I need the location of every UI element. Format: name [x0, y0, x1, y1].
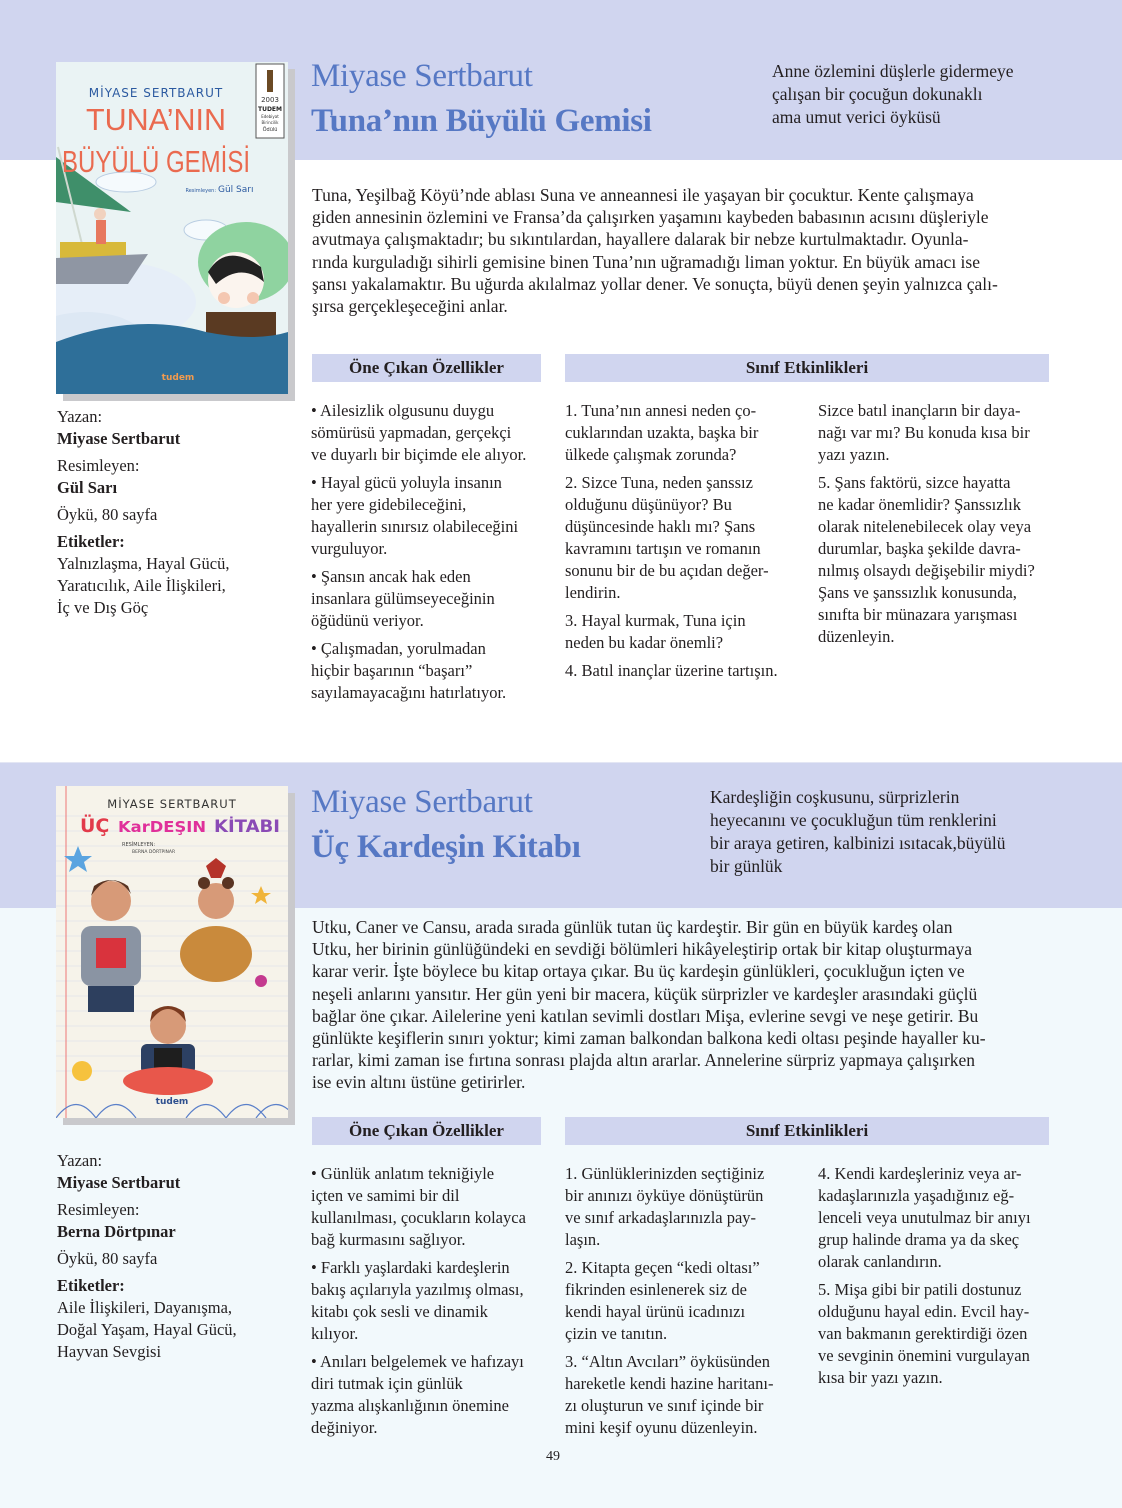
feature-line: diri tutmak için günlük: [311, 1374, 463, 1393]
activity-line: 5. Mişa gibi bir patili dostunuz: [818, 1280, 1022, 1299]
activity-line: neden bu kadar önemli?: [565, 633, 724, 652]
illustrator-name: Berna Dörtpınar: [57, 1222, 176, 1241]
tagline-line: Kardeşliğin coşkusunu, sürprizlerin: [710, 787, 960, 807]
activity-line: 3. “Altın Avcıları” öyküsünden: [565, 1352, 770, 1371]
feature-line: hayallerin sınırsız olabileceğini: [311, 517, 519, 536]
tagline-line: bir araya getiren, kalbinizi ısıtacak,büyülü: [710, 833, 1006, 853]
feature-line: kitabı çok sesli ve dinamik: [311, 1302, 488, 1321]
activity-line: olduğunu düşünüyor? Bu: [565, 495, 732, 514]
feature-line: her yere gidebileceğini,: [311, 495, 467, 514]
book-tagline: [772, 60, 1014, 129]
feature-line: kılıyor.: [311, 1324, 359, 1343]
feature-line: • Çalışmadan, yorulmadan: [311, 639, 486, 658]
summary-line: ise evin altını üstüne getirirler.: [312, 1072, 526, 1093]
activity-line: nağı var mı? Bu konuda kısa bir: [818, 423, 1030, 442]
feature-item: [311, 638, 546, 704]
feature-item: [311, 566, 546, 632]
tags-label: Etiketler:: [57, 532, 125, 551]
author-name: Miyase Sertbarut: [57, 1173, 181, 1192]
summary-line: neşeli anlarını yansıtır. Her gün yeni bir macera, küçük sürprizler ve kardeşler arasındaki güçlü: [312, 983, 978, 1004]
feature-line: sömürüsü yapmadan, gerçekçi: [311, 423, 512, 442]
activity-item: [565, 610, 805, 654]
feature-line: öğüdünü veriyor.: [311, 611, 424, 630]
book-meta: [57, 1150, 287, 1363]
summary-line: karar verir. İşte böylece bu kitap ortaya çıkar. Bu üç kardeşin günlükleri, çocukluğun içten ve: [312, 961, 965, 982]
activity-line: kavramını tartışın ve romanın: [565, 539, 761, 558]
tagline-line: ama umut verici öyküsü: [772, 107, 941, 127]
book-title-heading: Tuna’nın Büyülü Gemisi: [311, 103, 652, 139]
activity-line: 4. Kendi kardeşleriniz veya ar-: [818, 1164, 1022, 1183]
illustrator-label: Resimleyen:: [57, 456, 140, 475]
illustrator-label: Resimleyen:: [57, 1200, 140, 1219]
activity-item: [818, 1279, 1058, 1389]
activity-line: mini keşif oyunu düzenleyin.: [565, 1418, 758, 1437]
book-cover-uc-kardes: [56, 786, 288, 1118]
activity-item: [818, 1163, 1058, 1273]
activity-line: 2. Kitapta geçen “kedi oltası”: [565, 1258, 760, 1277]
feature-line: kullanılması, çocukların kolayca: [311, 1208, 526, 1227]
summary-line: rında kurguladığı sihirli gemisine binen Tuna’nın uğramadığı liman yoktur. En büyük amacı ise: [312, 251, 980, 272]
activity-line: 4. Batıl inançlar üzerine tartışın.: [565, 661, 778, 680]
activity-line: kısa bir yazı yazın.: [818, 1368, 943, 1387]
feature-line: • Ailesizlik olgusunu duygu: [311, 401, 495, 420]
feature-line: insanlara gülümseyeceğinin: [311, 589, 495, 608]
activity-item: [565, 1163, 805, 1251]
feature-line: ve duyarlı bir biçimde ele alıyor.: [311, 445, 527, 464]
activity-line: zı oluşturun ve sınıf içinde bir: [565, 1396, 764, 1415]
feature-line: • Günlük anlatım tekniğiyle: [311, 1164, 495, 1183]
activity-line: 5. Şans faktörü, sizce hayatta: [818, 473, 1011, 492]
feature-item: [311, 1351, 546, 1439]
tagline-line: bir günlük: [710, 856, 783, 876]
red-book: [96, 938, 126, 968]
feature-line: bağ kurmasını sağlıyor.: [311, 1230, 466, 1249]
book-author-heading: Miyase Sertbarut: [311, 784, 533, 820]
tablet: [154, 1048, 182, 1068]
activity-line: sınıfta bir münazara yarışması: [818, 605, 1018, 624]
summary-line: Utku, Caner ve Cansu, arada sırada günlük tutan üç kardeştir. Bir gün en büyük kardeş olan: [312, 917, 953, 937]
cover-illustrator: Gül Sarı: [218, 185, 254, 195]
tagline-line: Anne özlemini düşlerle gidermeye: [772, 61, 1014, 81]
award-line3: Ödülü: [262, 127, 278, 133]
activity-item: [565, 1257, 805, 1345]
activity-line: nılmış olsaydı değişebilir miydi?: [818, 561, 1035, 580]
tags-line: Yaratıcılık, Aile İlişkileri,: [57, 576, 226, 595]
activity-line: ve sevginin önemini vurgulayan: [818, 1346, 1030, 1365]
book-summary: [312, 184, 1052, 317]
activities-col-2: [818, 400, 1058, 654]
book-section-2: [0, 762, 1122, 1508]
book-author-heading: Miyase Sertbarut: [311, 58, 533, 94]
award-line1: Edebiyat: [261, 114, 279, 119]
summary-line: şansı yakalamaktır. Bu uğurda akılalmaz yollar dener. Ve sonuçta, büyü denen şeyin yalnızca çalı-: [312, 273, 998, 294]
book-tagline: [710, 786, 1005, 878]
cover-publisher: tudem: [155, 1097, 189, 1107]
basket: [180, 926, 252, 982]
summary-line: günlükte keşiflerin sınırı yoktur; kimi zaman balkondan balkona kedi oltası peşinde hayaller ku-: [312, 1028, 986, 1049]
activity-line: 1. Tuna’nın annesi neden ço-: [565, 401, 757, 420]
tagline-line: heyecanını ve çocukluğun tüm renklerini: [710, 810, 997, 830]
activity-line: Sizce batıl inançların bir daya-: [818, 401, 1021, 420]
tags-line: Doğal Yaşam, Hayal Gücü,: [57, 1320, 237, 1339]
activity-line: lenceli veya unutulmaz bir anıyı: [818, 1208, 1031, 1227]
activities-header: Sınıf Etkinlikleri: [565, 1117, 1049, 1145]
activity-line: kadaşlarınızla yaşadığınız eğ-: [818, 1186, 1015, 1205]
cover-title-line1: TUNA’NIN: [86, 102, 226, 137]
activity-line: olduğunu hayal edin. Evcil hay-: [818, 1302, 1030, 1321]
award-line2: Birincilik: [261, 120, 279, 125]
activity-item: [818, 400, 1058, 466]
feature-line: • Anıları belgelemek ve hafızayı: [311, 1352, 524, 1371]
book-title-heading: Üç Kardeşin Kitabı: [311, 829, 581, 865]
feature-line: değiniyor.: [311, 1418, 378, 1437]
cover-title-part1: ÜÇ: [80, 815, 110, 837]
book-cover-tuna: [56, 62, 288, 394]
activity-line: düzenleyin.: [818, 627, 895, 646]
activity-line: cuklarından uzakta, başka bir: [565, 423, 759, 442]
activity-item: [818, 472, 1058, 648]
cover-illustration: [56, 62, 288, 394]
summary-line: şırsa gerçekleşeceğini anlar.: [312, 296, 508, 317]
activities-col-1: [565, 1163, 805, 1445]
features-header: Öne Çıkan Özellikler: [312, 1117, 541, 1145]
tags-line: İç ve Dış Göç: [57, 598, 149, 617]
activity-line: çizin ve tanıtın.: [565, 1324, 668, 1343]
cover-illustrator-label: Resimleyen:: [185, 188, 216, 194]
cover-publisher: tudem: [161, 373, 195, 383]
activity-line: 1. Günlüklerinizden seçtiğiniz: [565, 1164, 765, 1183]
book-meta: [57, 406, 287, 619]
activity-line: olarak nitelenebilecek olay veya: [818, 517, 1032, 536]
book-summary: [312, 916, 1052, 1094]
page-number: 49: [546, 1449, 560, 1464]
activities-col-2: [818, 1163, 1058, 1395]
feature-line: sayılamayacağını hatırlatıyor.: [311, 683, 507, 702]
activities-col-1: [565, 400, 805, 688]
activity-line: durumlar, başka şekilde davra-: [818, 539, 1021, 558]
features-list: [311, 1163, 546, 1445]
feature-line: hiçbir başarının “başarı”: [311, 661, 473, 680]
summary-line: giden annesinin özlemini ve Fransa’da çalışırken yaşamını kaybeden babasının acısını düşleriyle: [312, 207, 989, 228]
summary-line: Utku, her birinin günlüğündeki en sevdiği bölümleri hikâyeleştirip ortak bir kitap oluşturmaya: [312, 939, 973, 960]
feature-item: [311, 1257, 546, 1345]
author-label: Yazan:: [57, 1151, 103, 1170]
activity-item: [565, 472, 805, 604]
cover-illustrator-label: RESİMLEYEN:: [122, 842, 156, 848]
activity-line: bir anınızı öyküye dönüştürün: [565, 1186, 764, 1205]
author-label: Yazan:: [57, 407, 103, 426]
award-name: TUDEM: [257, 106, 283, 113]
feature-item: [311, 472, 546, 560]
activity-line: hareketle kendi hazine haritanı-: [565, 1374, 774, 1393]
feature-item: [311, 1163, 546, 1251]
genre-pages: Öykü, 80 sayfa: [57, 1249, 158, 1268]
activity-item: [565, 1351, 805, 1439]
summary-line: Tuna, Yeşilbağ Köyü’nde ablası Suna ve anneannesi ile yaşayan bir çocuktur. Kente çalışmaya: [312, 185, 974, 205]
cover-illustrator: BERNA DÖRTPINAR: [132, 850, 176, 855]
cover-title-part3: KİTABI: [214, 817, 277, 837]
activity-line: düşüncesinde haklı mı? Şans: [565, 517, 756, 536]
activity-line: lendirin.: [565, 583, 621, 602]
feature-line: • Hayal gücü yoluyla insanın: [311, 473, 502, 492]
summary-line: rarlar, kimi zaman ise fırtına sonrası plajda altın ararlar. Annelerine sürpriz yapmaya çalışırken: [312, 1050, 976, 1071]
cover-title-part2: KarDEŞIN: [118, 818, 206, 836]
activity-line: sonunu bir de bu açıdan değer-: [565, 561, 769, 580]
feature-line: • Farklı yaşlardaki kardeşlerin: [311, 1258, 510, 1277]
activity-item: [565, 660, 805, 682]
activity-line: yazı yazın.: [818, 445, 890, 464]
cover-illustration: [56, 786, 288, 1118]
activity-item: [565, 400, 805, 466]
activity-line: 2. Sizce Tuna, neden şanssız: [565, 473, 753, 492]
activity-line: fikrinden esinlenerek siz de: [565, 1280, 747, 1299]
activity-line: Şans ve şanssızlık konusunda,: [818, 583, 1017, 602]
activity-line: van bakmanın gerektirdiği özen: [818, 1324, 1028, 1343]
tags-line: Hayvan Sevgisi: [57, 1342, 162, 1361]
cover-author: MİYASE SERTBARUT: [88, 86, 224, 100]
activity-line: grup halinde drama ya da skeç: [818, 1230, 1020, 1249]
activity-line: ülkede çalışmak zorunda?: [565, 445, 737, 464]
tags-label: Etiketler:: [57, 1276, 125, 1295]
activity-line: olarak canlandırın.: [818, 1252, 942, 1271]
activity-line: ne kadar önemlidir? Şanssızlık: [818, 495, 1021, 514]
activity-line: laşın.: [565, 1230, 601, 1249]
summary-line: avutmaya çalışmaktadır; bu sıkıntılardan, hayallere dalarak bir nebze kurtulmaktadır. Oyunla-: [312, 229, 969, 250]
cover-title-line2: BÜYÜLÜ GEMİSİ: [62, 144, 250, 179]
award-year: 2003: [261, 96, 279, 104]
tags-line: Aile İlişkileri, Dayanışma,: [57, 1298, 233, 1317]
features-header: Öne Çıkan Özellikler: [312, 354, 541, 382]
author-name: Miyase Sertbarut: [57, 429, 181, 448]
illustrator-name: Gül Sarı: [57, 478, 118, 497]
feature-line: yazma alışkanlığının önemine: [311, 1396, 509, 1415]
feature-line: bakış açılarıyla yazılmış olması,: [311, 1280, 524, 1299]
tags-line: Yalnızlaşma, Hayal Gücü,: [57, 554, 230, 573]
features-list: [311, 400, 546, 710]
feature-line: • Şansın ancak hak eden: [311, 567, 471, 586]
activity-line: 3. Hayal kurmak, Tuna için: [565, 611, 746, 630]
summary-line: bağlar öne çıkar. Ailelerine yeni katılan sevimli dostları Mişa, evlerine sevgi ve neşe getirir. Bu: [312, 1005, 979, 1026]
feature-line: içten ve samimi bir dil: [311, 1186, 460, 1205]
genre-pages: Öykü, 80 sayfa: [57, 505, 158, 524]
activity-line: kendi hayal ürünü icadınızı: [565, 1302, 746, 1321]
activity-line: ve sınıf arkadaşlarınızla pay-: [565, 1208, 757, 1227]
feature-line: vurguluyor.: [311, 539, 388, 558]
activities-header: Sınıf Etkinlikleri: [565, 354, 1049, 382]
tagline-line: çalışan bir çocuğun dokunaklı: [772, 84, 983, 104]
cover-author: MİYASE SERTBARUT: [107, 797, 237, 811]
feature-item: [311, 400, 546, 466]
